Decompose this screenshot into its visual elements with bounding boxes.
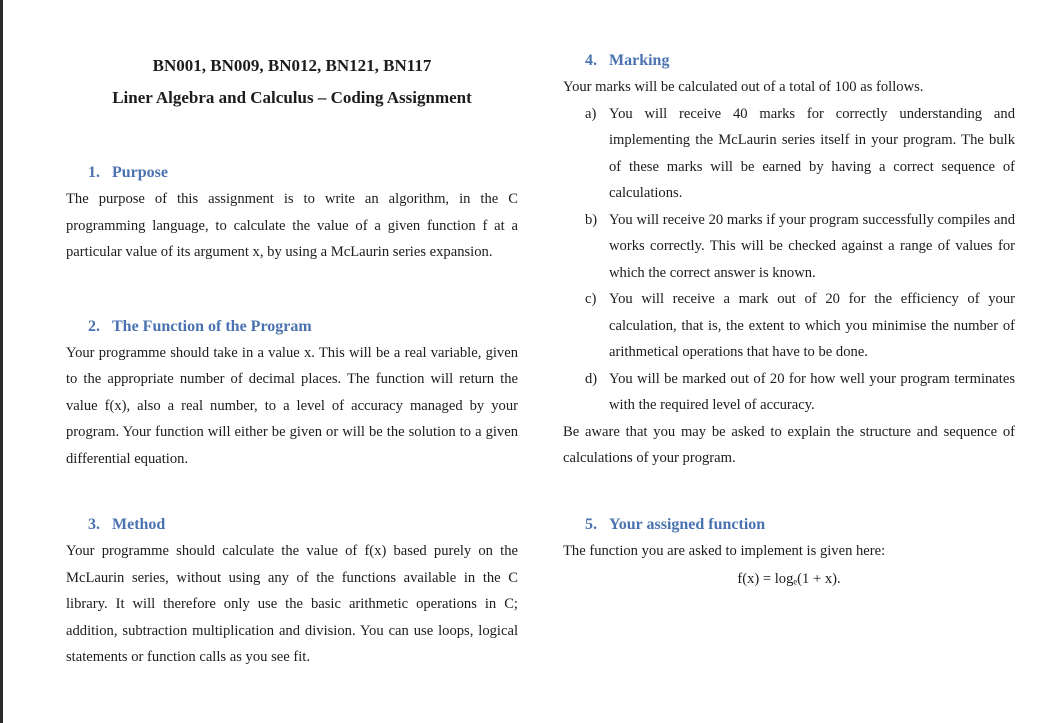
section-function-text: Your programme should take in a value x. This will be a real variable, given to the appropriate number of decimal places. The function will return the value f(x), also a real number, to a level of accuracy managed by your program. Your function will either be given or will be the solution to a given differential equation. [66,344,518,467]
section-marking-closing: Be aware that you may be asked to explain the structure and sequence of calculations of your program. [563,423,1015,466]
section-assigned-heading: 5. Your assigned function [585,515,766,533]
document-title: Liner Algebra and Calculus – Coding Assignment [112,88,472,107]
section-marking-intro: Your marks will be calculated out of a total of 100 as follows. [563,79,924,95]
section-method-text: Your programme should calculate the value of f(x) based purely on the McLaurin series, without using any of the functions available in the C library. It will therefore only use the basic arithmetic operations in C; addition, subtraction multiplication and division. You can use loops, logical statements or function calls as you see fit. [66,543,518,665]
section-assigned-intro: The function you are asked to implement is given here: [563,542,886,559]
section-purpose-text: The purpose of this assignment is to write an algorithm, in the C programming language, to calculate the value of a given function f at a particular value of its argument x, by using a McLaurin series expansion. [66,191,518,260]
section-marking-heading: 4. Marking [585,52,670,69]
list-item: b) You will receive 20 marks if your program successfully compiles and works correctly. This will be checked against a range of values for which the correct answer is known. [585,211,1015,281]
left-column [66,48,518,671]
section-function-heading: 2. The Function of the Program [88,317,312,335]
page-edge [0,0,3,723]
section-method-heading: 3. Method [88,516,166,533]
list-item: d) You will be marked out of 20 for how well your program terminates with the required level of accuracy. [585,370,1015,413]
list-item: a) You will receive 40 marks for correctly understanding and implementing the McLaurin series itself in your program. The bulk of these marks will be earned by having a correct sequence of calculations. [585,105,1015,201]
assigned-function-formula: f(x) = logₑ(1 + x). [737,571,841,587]
list-item: c) You will receive a mark out of 20 for the efficiency of your calculation, that is, the extent to which you minimise the number of arithmetical operations that have to be done. [585,291,1015,360]
section-purpose-heading: 1. Purpose [88,164,168,181]
course-codes: BN001, BN009, BN012, BN121, BN117 [152,56,432,75]
marking-criteria-list [563,101,1015,419]
right-column [563,48,1015,592]
